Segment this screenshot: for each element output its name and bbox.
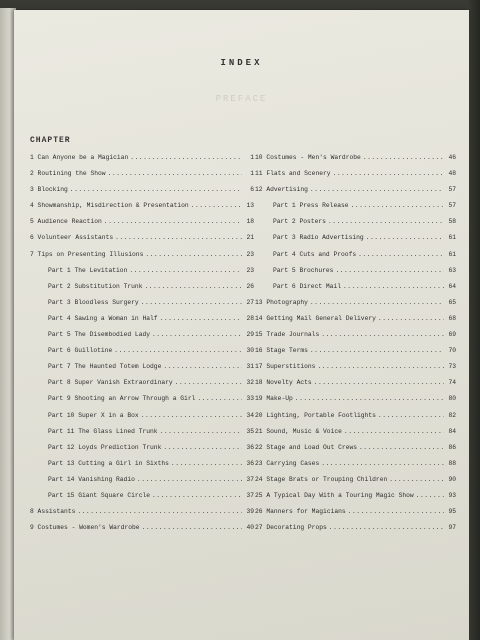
entry-title: 16 Stage Terms: [255, 347, 308, 355]
entry-title: Part 1 Press Release: [273, 202, 349, 210]
index-left-column: [30, 150, 254, 536]
entry-page-number: 1: [250, 170, 254, 178]
entry-title: 6 Volunteer Assistants: [30, 234, 114, 242]
index-entry: [255, 214, 456, 230]
index-entry: [30, 520, 254, 536]
dot-leader: [348, 504, 444, 520]
dot-leader: [197, 391, 242, 407]
index-entry: [30, 472, 254, 488]
index-right-column: [255, 150, 456, 536]
index-entry: [30, 408, 254, 424]
entry-page-number: 61: [448, 250, 456, 258]
entry-title: 18 Novelty Acts: [255, 379, 312, 387]
entry-page-number: 29: [246, 331, 254, 339]
entry-title: 27 Decorating Props: [255, 524, 327, 532]
dot-leader: [351, 198, 444, 214]
entry-page-number: 6: [250, 186, 254, 194]
entry-title: 8 Assistants: [30, 508, 76, 516]
entry-title: 12 Advertising: [255, 186, 308, 194]
dot-leader: [359, 440, 444, 456]
index-entry: [255, 472, 456, 488]
index-entry: [255, 456, 456, 472]
index-entry: [30, 359, 254, 375]
entry-page-number: 31: [246, 363, 254, 371]
index-entry: [255, 375, 456, 391]
dot-leader: [152, 327, 242, 343]
entry-page-number: 97: [448, 524, 456, 532]
index-entry: [255, 247, 456, 263]
index-entry: [30, 247, 254, 263]
entry-title: Part 4 Sawing a Woman in Half: [48, 314, 158, 322]
dot-leader: [163, 440, 242, 456]
entry-title: 20 Lighting, Portable Footlights: [255, 411, 376, 419]
entry-title: Part 6 Guillotine: [48, 347, 113, 355]
entry-title: Part 5 The Disembodied Lady: [48, 331, 151, 339]
entry-title: 15 Trade Journals: [255, 331, 320, 339]
dot-leader: [115, 230, 242, 246]
index-entry: [30, 279, 254, 295]
index-entry: [255, 520, 456, 536]
dot-leader: [144, 279, 242, 295]
entry-page-number: 32: [246, 379, 254, 387]
index-entry: [255, 327, 456, 343]
entry-page-number: 73: [448, 363, 456, 371]
index-entry: [255, 408, 456, 424]
index-entry: [30, 263, 254, 279]
entry-page-number: 58: [448, 218, 456, 226]
index-entry: [255, 504, 456, 520]
entry-page-number: 80: [448, 395, 456, 403]
index-entry: [255, 440, 456, 456]
dot-leader: [378, 408, 444, 424]
entry-title: 4 Showmanship, Misdirection & Presentation: [30, 202, 189, 210]
index-entry: [30, 456, 254, 472]
index-entry: [30, 166, 254, 182]
entry-page-number: 40: [246, 524, 254, 532]
entry-page-number: 86: [448, 443, 456, 451]
entry-page-number: 57: [448, 186, 456, 194]
entry-title: 24 Stage Brats or Trouping Children: [255, 475, 388, 483]
dot-leader: [329, 520, 444, 536]
entry-title: 9 Costumes - Women's Wardrobe: [30, 524, 140, 532]
entry-title: 17 Superstitions: [255, 363, 316, 371]
entry-title: 11 Flats and Scenery: [255, 170, 331, 178]
entry-title: 21 Sound, Music & Voice: [255, 427, 342, 435]
dot-leader: [137, 472, 242, 488]
entry-title: 19 Make-Up: [255, 395, 293, 403]
index-entry: [30, 230, 254, 246]
entry-page-number: 26: [246, 282, 254, 290]
index-entry: [255, 166, 456, 182]
entry-title: 5 Audience Reaction: [30, 218, 102, 226]
entry-title: Part 13 Cutting a Girl in Sixths: [48, 459, 169, 467]
entry-title: 13 Photography: [255, 298, 308, 306]
dot-leader: [171, 456, 242, 472]
dot-leader: [295, 391, 444, 407]
index-entry: [255, 230, 456, 246]
entry-page-number: 34: [246, 411, 254, 419]
index-entry: [30, 182, 254, 198]
entry-title: 10 Costumes - Men's Wardrobe: [255, 154, 361, 161]
dot-leader: [160, 311, 242, 327]
entry-title: 26 Manners for Magicians: [255, 508, 346, 516]
faint-heading: PREFACE: [215, 94, 268, 104]
entry-page-number: 46: [448, 154, 456, 161]
dot-leader: [343, 279, 444, 295]
entry-title: Part 7 The Haunted Totem Lodge: [48, 363, 162, 371]
index-entry: [30, 504, 254, 520]
dot-leader: [152, 488, 242, 504]
entry-page-number: 69: [448, 331, 456, 339]
entry-title: 3 Blocking: [30, 186, 68, 194]
entry-title: 22 Stage and Load Out Crews: [255, 443, 358, 451]
entry-page-number: 1: [250, 154, 254, 161]
entry-title: Part 9 Shooting an Arrow Through a Girl: [48, 395, 196, 403]
entry-page-number: 35: [246, 427, 254, 435]
entry-page-number: 23: [246, 266, 254, 274]
dot-leader: [175, 375, 242, 391]
dot-leader: [163, 359, 242, 375]
index-entry: [30, 198, 254, 214]
entry-title: Part 5 Brochures: [273, 266, 334, 274]
dot-leader: [366, 230, 444, 246]
index-entry: [30, 311, 254, 327]
entry-page-number: 28: [246, 314, 254, 322]
entry-page-number: 23: [246, 250, 254, 258]
dot-leader: [104, 214, 242, 230]
dot-leader: [310, 295, 444, 311]
dot-leader: [344, 424, 444, 440]
dot-leader: [130, 150, 242, 166]
dot-leader: [416, 488, 444, 504]
dot-leader: [363, 150, 444, 166]
entry-page-number: 39: [246, 508, 254, 516]
index-entry: [255, 488, 456, 504]
entry-page-number: 82: [448, 411, 456, 419]
entry-page-number: 33: [246, 395, 254, 403]
dot-leader: [358, 247, 444, 263]
entry-title: 25 A Typical Day With a Touring Magic Show: [255, 491, 414, 499]
entry-title: Part 3 Radio Advertising: [273, 234, 364, 242]
entry-title: Part 11 The Glass Lined Trunk: [48, 427, 158, 435]
entry-page-number: 68: [448, 314, 456, 322]
entry-page-number: 74: [448, 379, 456, 387]
entry-title: Part 2 Substitution Trunk: [48, 282, 143, 290]
index-entry: [30, 214, 254, 230]
dot-leader: [328, 214, 444, 230]
index-entry: [255, 359, 456, 375]
index-entry: [255, 424, 456, 440]
dot-leader: [160, 424, 242, 440]
dot-leader: [321, 456, 444, 472]
dot-leader: [335, 263, 444, 279]
dot-leader: [310, 182, 444, 198]
entry-page-number: 90: [448, 475, 456, 483]
dot-leader: [317, 359, 444, 375]
index-entry: [255, 295, 456, 311]
dot-leader: [310, 343, 444, 359]
index-entry: [30, 150, 254, 166]
entry-title: 7 Tips on Presenting Illusions: [30, 250, 144, 258]
dot-leader: [108, 166, 242, 182]
index-entry: [255, 150, 456, 166]
entry-title: Part 4 Cuts and Proofs: [273, 250, 357, 258]
index-entry: [30, 375, 254, 391]
entry-page-number: 36: [246, 443, 254, 451]
entry-page-number: 61: [448, 234, 456, 242]
index-entry: [30, 424, 254, 440]
entry-page-number: 21: [246, 234, 254, 242]
dot-leader: [321, 327, 444, 343]
dot-leader: [141, 408, 242, 424]
entry-page-number: 93: [448, 491, 456, 499]
entry-title: 23 Carrying Cases: [255, 459, 320, 467]
dot-leader: [77, 504, 242, 520]
entry-page-number: 37: [246, 491, 254, 499]
entry-page-number: 88: [448, 459, 456, 467]
entry-title: Part 6 Direct Mail: [273, 282, 342, 290]
entry-page-number: 70: [448, 347, 456, 355]
entry-title: 1 Can Anyone be a Magician: [30, 154, 129, 161]
entry-page-number: 95: [448, 508, 456, 516]
index-entry: [30, 391, 254, 407]
chapter-heading: CHAPTER: [30, 136, 71, 145]
entry-title: Part 3 Bloodless Surgery: [48, 298, 139, 306]
entry-title: Part 10 Super X in a Box: [48, 411, 139, 419]
index-entry: [30, 327, 254, 343]
dot-leader: [129, 263, 242, 279]
dot-leader: [378, 311, 444, 327]
index-entry: [30, 295, 254, 311]
dot-leader: [70, 182, 242, 198]
entry-page-number: 36: [246, 459, 254, 467]
entry-title: Part 12 Loyds Prediction Trunk: [48, 443, 162, 451]
entry-page-number: 64: [448, 282, 456, 290]
dot-leader: [333, 166, 444, 182]
index-entry: [30, 440, 254, 456]
page-title: INDEX: [220, 58, 263, 68]
book-page: [14, 10, 469, 640]
entry-title: Part 15 Giant Square Circle: [48, 491, 151, 499]
entry-title: Part 8 Super Vanish Extraordinary: [48, 379, 173, 387]
entry-page-number: 13: [246, 202, 254, 210]
dot-leader: [191, 198, 242, 214]
dot-leader: [314, 375, 444, 391]
entry-title: Part 14 Vanishing Radio: [48, 475, 135, 483]
entry-page-number: 37: [246, 475, 254, 483]
index-entry: [255, 182, 456, 198]
entry-page-number: 48: [448, 170, 456, 178]
dot-leader: [389, 472, 444, 488]
index-entry: [255, 391, 456, 407]
entry-title: 14 Getting Mail General Delivery: [255, 314, 376, 322]
entry-page-number: 63: [448, 266, 456, 274]
index-entry: [255, 263, 456, 279]
entry-title: Part 1 The Levitation: [48, 266, 128, 274]
dot-leader: [114, 343, 242, 359]
entry-page-number: 18: [246, 218, 254, 226]
dot-leader: [145, 247, 242, 263]
dot-leader: [141, 295, 242, 311]
index-entry: [255, 279, 456, 295]
index-entry: [255, 343, 456, 359]
entry-page-number: 27: [246, 298, 254, 306]
entry-page-number: 30: [246, 347, 254, 355]
entry-page-number: 84: [448, 427, 456, 435]
entry-page-number: 65: [448, 298, 456, 306]
dot-leader: [142, 520, 242, 536]
entry-page-number: 57: [448, 202, 456, 210]
index-entry: [30, 343, 254, 359]
entry-title: 2 Routining the Show: [30, 170, 106, 178]
entry-title: Part 2 Posters: [273, 218, 326, 226]
index-entry: [255, 311, 456, 327]
index-entry: [255, 198, 456, 214]
index-entry: [30, 488, 254, 504]
